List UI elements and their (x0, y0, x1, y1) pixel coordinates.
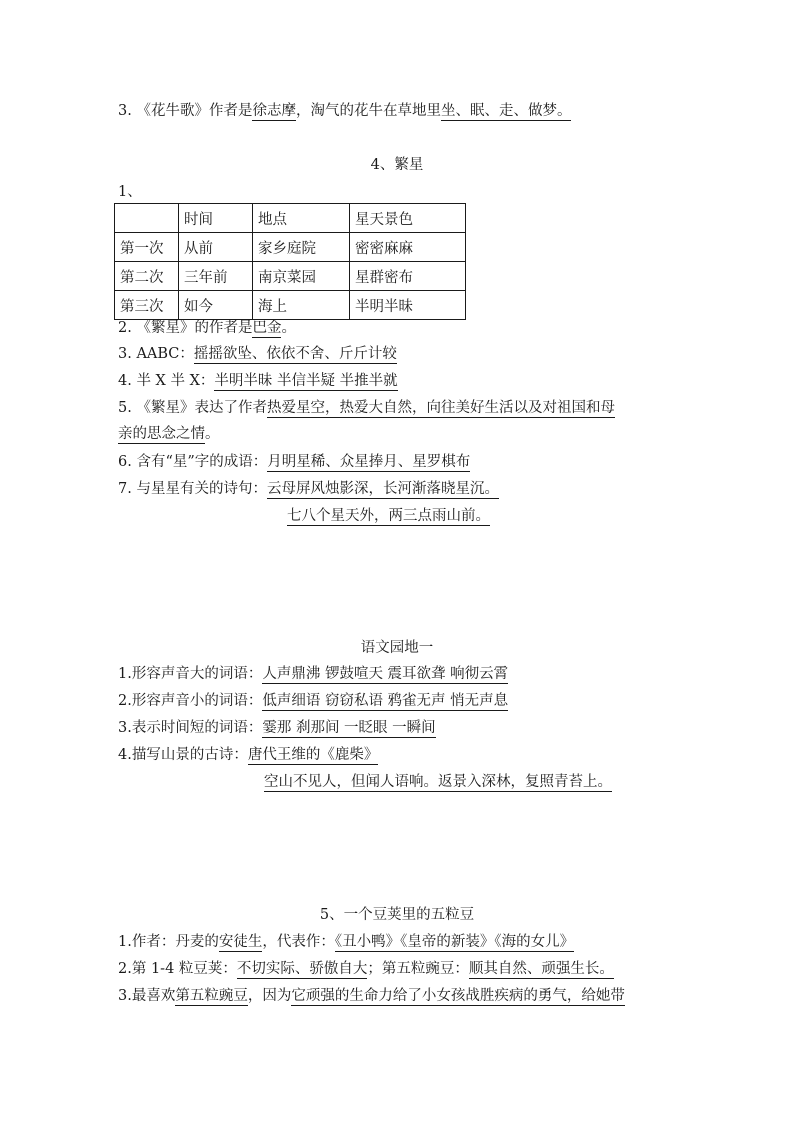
q5-answer-line1: 热爱星空，热爱大自然，向往美好生活以及对祖国和母 (266, 400, 615, 416)
wulidou-q1-label: 1.作者：丹麦的 (118, 934, 219, 950)
fanxing-q5-cont (118, 424, 220, 444)
wulidou-q1-mid: ，代表作： (262, 934, 335, 950)
table-cell: 星群密布 (350, 262, 466, 291)
q4-label: 4. 半 X 半 X： (118, 373, 215, 389)
q7-answer-line2: 七八个星天外，两三点雨山前。 (287, 508, 490, 524)
table-cell: 海上 (253, 291, 350, 320)
wulidou-q2-label: 2.第 1-4 粒豆荚： (118, 961, 237, 977)
wulidou-q1-author: 安徒生 (218, 934, 263, 950)
huaniu-prefix: 3. 《花牛歌》作者是 (118, 103, 253, 119)
wulidou-q1-works: 《丑小鸭》《皇帝的新装》《海的女儿》 (334, 934, 575, 950)
fanxing-q7 (118, 479, 499, 499)
table-cell: 家乡庭院 (253, 233, 350, 262)
wulidou-q2-mid: ；第五粒豌豆： (367, 961, 469, 977)
fanxing-table (114, 203, 466, 320)
q7-answer-line1: 云母屏风烛影深，长河渐落晓星沉。 (266, 481, 499, 497)
table-cell: 密密麻麻 (350, 233, 466, 262)
yuwen-q2 (118, 691, 508, 711)
fanxing-title: 4、繁星 (370, 157, 424, 173)
q2-label: 2. 《繁星》的作者是 (118, 320, 253, 336)
fanxing-q3 (118, 344, 397, 364)
wulidou-q2-answer2: 顺其自然、顽强生长。 (468, 961, 614, 977)
yuwen-q4 (118, 745, 378, 765)
table-cell: 南京菜园 (253, 262, 350, 291)
table-cell: 三年前 (179, 262, 253, 291)
table-header-cell (115, 204, 179, 233)
table-row (115, 233, 466, 262)
q3-answer: 摇摇欲坠、依依不舍、斤斤计较 (193, 346, 397, 362)
q6-answer: 月明星稀、众星捧月、星罗棋布 (267, 454, 471, 470)
wulidou-title: 5、一个豆荚里的五粒豆 (319, 907, 475, 923)
huaniu-answer: 坐、眠、走、做梦。 (440, 103, 572, 119)
q2-answer: 巴金 (252, 320, 282, 336)
yuwen-q3-answer: 霎那 刹那间 一眨眼 一瞬间 (262, 720, 436, 736)
q3-label: 3. AABC： (118, 346, 194, 362)
yuwen-q4-label: 4.描写山景的古诗： (118, 747, 248, 763)
table-header-row (115, 204, 466, 233)
yuwen-title: 语文园地一 (360, 640, 434, 656)
wulidou-q2 (118, 959, 614, 979)
table-header-cell: 星天景色 (350, 204, 466, 233)
yuwen-q3-label: 3.表示时间短的词语： (118, 720, 263, 736)
table-row (115, 291, 466, 320)
huaniu-question (118, 101, 571, 121)
q6-label: 6. 含有“星”字的成语： (118, 454, 268, 470)
yuwen-q1 (118, 664, 508, 684)
yuwen-q2-label: 2.形容声音小的词语： (118, 693, 263, 709)
q5-end: 。 (205, 426, 220, 442)
fanxing-q6 (118, 452, 470, 472)
fanxing-q2 (118, 318, 296, 338)
wulidou-q1 (118, 932, 574, 952)
q7-label: 7. 与星星有关的诗句： (118, 481, 267, 497)
table-header-cell: 时间 (179, 204, 253, 233)
q5-answer-line2: 亲的思念之情 (118, 426, 205, 442)
fanxing-q4 (118, 371, 398, 391)
yuwen-q4-answer-line2: 空山不见人，但闻人语响。返景入深林，复照青苔上。 (264, 774, 612, 790)
wulidou-q3-answer1: 第五粒豌豆 (175, 988, 248, 1004)
q4-answer: 半明半昧 半信半疑 半推半就 (214, 373, 398, 389)
wulidou-q3-mid: ，因为 (247, 988, 292, 1004)
yuwen-q4-answer-line1: 唐代王维的《鹿柴》 (247, 747, 379, 763)
q2-end: 。 (281, 320, 296, 336)
wulidou-q2-answer1: 不切实际、骄傲自大 (236, 961, 368, 977)
yuwen-q1-label: 1.形容声音大的词语： (118, 666, 263, 682)
table-cell: 第一次 (115, 233, 179, 262)
wulidou-q3 (118, 986, 625, 1006)
wulidou-q3-label: 3.最喜欢 (118, 988, 176, 1004)
table-cell: 从前 (179, 233, 253, 262)
yuwen-q2-answer: 低声细语 窃窃私语 鸦雀无声 悄无声息 (262, 693, 509, 709)
table-row (115, 262, 466, 291)
yuwen-q1-answer: 人声鼎沸 锣鼓喧天 震耳欲聋 响彻云霄 (262, 666, 509, 682)
wulidou-q3-answer2: 它顽强的生命力给了小女孩战胜疾病的勇气，给她带 (291, 988, 625, 1004)
table-cell: 如今 (179, 291, 253, 320)
table-cell: 第三次 (115, 291, 179, 320)
q5-label: 5. 《繁星》表达了作者 (118, 400, 267, 416)
huaniu-mid: ，淘气的花牛在草地里 (295, 103, 441, 119)
yuwen-q3 (118, 718, 436, 738)
table-header-cell: 地点 (253, 204, 350, 233)
fanxing-q7-cont (287, 506, 490, 526)
fanxing-q1-label: 1、 (118, 184, 142, 200)
table-cell: 第二次 (115, 262, 179, 291)
yuwen-q4-cont (264, 772, 612, 792)
huaniu-author-answer: 徐志摩 (252, 103, 296, 119)
table-cell: 半明半昧 (350, 291, 466, 320)
fanxing-q5 (118, 398, 615, 418)
